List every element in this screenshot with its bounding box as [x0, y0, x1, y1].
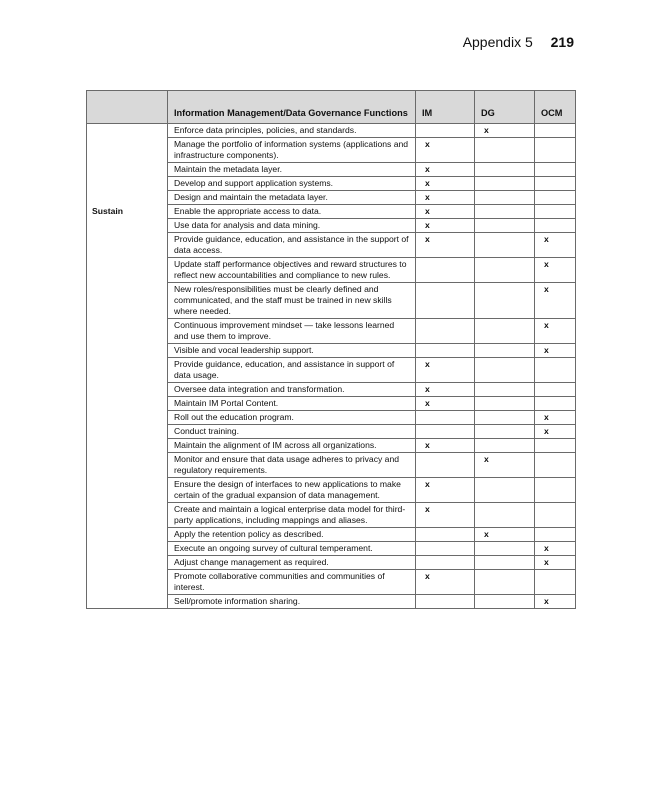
col-header-ocm: OCM — [535, 91, 576, 124]
table-row — [87, 528, 576, 542]
ocm-cell — [535, 124, 576, 138]
im-cell — [416, 542, 475, 556]
dg-cell — [475, 595, 535, 609]
col-header-function: Information Management/Data Governance Functions — [168, 91, 416, 124]
im-cell: x — [416, 219, 475, 233]
function-cell: Sell/promote information sharing. — [168, 595, 416, 609]
phase-cell: Sustain — [87, 205, 168, 219]
ocm-cell: x — [535, 595, 576, 609]
im-cell — [416, 124, 475, 138]
dg-cell — [475, 570, 535, 595]
im-cell — [416, 319, 475, 344]
im-cell: x — [416, 478, 475, 503]
phase-cell — [87, 163, 168, 177]
table-row — [87, 478, 576, 503]
phase-cell — [87, 344, 168, 358]
dg-cell — [475, 542, 535, 556]
ocm-cell — [535, 163, 576, 177]
table-row — [87, 138, 576, 163]
ocm-cell: x — [535, 556, 576, 570]
function-cell: Continuous improvement mindset — take lessons learned and use them to improve. — [168, 319, 416, 344]
dg-cell — [475, 439, 535, 453]
table-row — [87, 233, 576, 258]
page-number: 219 — [550, 34, 574, 50]
function-cell: New roles/responsibilities must be clearly defined and communicated, and the staff must be trained in new skills where needed. — [168, 283, 416, 319]
ocm-cell: x — [535, 233, 576, 258]
phase-cell — [87, 191, 168, 205]
function-cell: Develop and support application systems. — [168, 177, 416, 191]
im-cell: x — [416, 570, 475, 595]
dg-cell: x — [475, 124, 535, 138]
col-header-dg: DG — [475, 91, 535, 124]
ocm-cell — [535, 205, 576, 219]
phase-cell — [87, 233, 168, 258]
table-row — [87, 383, 576, 397]
function-cell: Maintain IM Portal Content. — [168, 397, 416, 411]
function-cell: Ensure the design of interfaces to new applications to make certain of the gradual expansion of data management. — [168, 478, 416, 503]
phase-cell — [87, 439, 168, 453]
function-cell: Promote collaborative communities and communities of interest. — [168, 570, 416, 595]
col-header-im: IM — [416, 91, 475, 124]
ocm-cell — [535, 439, 576, 453]
ocm-cell — [535, 219, 576, 233]
phase-cell — [87, 177, 168, 191]
im-cell — [416, 344, 475, 358]
table-row — [87, 453, 576, 478]
table-header — [87, 91, 576, 124]
dg-cell — [475, 163, 535, 177]
table-row — [87, 163, 576, 177]
function-cell: Enable the appropriate access to data. — [168, 205, 416, 219]
im-cell: x — [416, 163, 475, 177]
function-cell: Create and maintain a logical enterprise data model for third-party applications, including mappings and aliases. — [168, 503, 416, 528]
dg-cell — [475, 138, 535, 163]
dg-cell — [475, 425, 535, 439]
function-cell: Monitor and ensure that data usage adheres to privacy and regulatory requirements. — [168, 453, 416, 478]
ocm-cell — [535, 570, 576, 595]
ocm-cell — [535, 503, 576, 528]
dg-cell — [475, 258, 535, 283]
dg-cell — [475, 556, 535, 570]
table-row — [87, 205, 576, 219]
im-cell: x — [416, 205, 475, 219]
table-row — [87, 411, 576, 425]
ocm-cell — [535, 177, 576, 191]
functions-table — [86, 90, 576, 609]
im-cell — [416, 528, 475, 542]
ocm-cell: x — [535, 425, 576, 439]
ocm-cell: x — [535, 283, 576, 319]
table-row — [87, 425, 576, 439]
dg-cell — [475, 283, 535, 319]
ocm-cell: x — [535, 319, 576, 344]
im-cell: x — [416, 439, 475, 453]
phase-cell — [87, 595, 168, 609]
table-row — [87, 556, 576, 570]
phase-cell — [87, 503, 168, 528]
im-cell — [416, 411, 475, 425]
function-cell: Execute an ongoing survey of cultural temperament. — [168, 542, 416, 556]
im-cell: x — [416, 383, 475, 397]
dg-cell — [475, 503, 535, 528]
function-cell: Maintain the metadata layer. — [168, 163, 416, 177]
phase-cell — [87, 556, 168, 570]
table-row — [87, 124, 576, 138]
im-cell: x — [416, 177, 475, 191]
table-row — [87, 503, 576, 528]
function-cell: Conduct training. — [168, 425, 416, 439]
phase-cell — [87, 542, 168, 556]
ocm-cell: x — [535, 542, 576, 556]
im-cell: x — [416, 191, 475, 205]
phase-cell — [87, 397, 168, 411]
dg-cell: x — [475, 528, 535, 542]
function-cell: Enforce data principles, policies, and standards. — [168, 124, 416, 138]
im-cell: x — [416, 233, 475, 258]
function-cell: Adjust change management as required. — [168, 556, 416, 570]
table-row — [87, 439, 576, 453]
table-row — [87, 595, 576, 609]
dg-cell — [475, 191, 535, 205]
ocm-cell: x — [535, 258, 576, 283]
ocm-cell — [535, 528, 576, 542]
table-row — [87, 177, 576, 191]
function-cell: Apply the retention policy as described. — [168, 528, 416, 542]
dg-cell — [475, 383, 535, 397]
dg-cell — [475, 233, 535, 258]
dg-cell — [475, 358, 535, 383]
function-cell: Use data for analysis and data mining. — [168, 219, 416, 233]
im-cell: x — [416, 138, 475, 163]
page-header — [463, 34, 574, 50]
phase-cell — [87, 258, 168, 283]
phase-cell — [87, 219, 168, 233]
function-cell: Update staff performance objectives and reward structures to reflect new accountabilities and compliance to new rules. — [168, 258, 416, 283]
phase-cell — [87, 478, 168, 503]
dg-cell — [475, 344, 535, 358]
function-cell: Oversee data integration and transformation. — [168, 383, 416, 397]
im-cell: x — [416, 397, 475, 411]
phase-cell — [87, 319, 168, 344]
im-cell: x — [416, 358, 475, 383]
table-row — [87, 258, 576, 283]
phase-cell — [87, 411, 168, 425]
ocm-cell — [535, 453, 576, 478]
phase-cell — [87, 383, 168, 397]
dg-cell — [475, 319, 535, 344]
dg-cell — [475, 478, 535, 503]
dg-cell — [475, 397, 535, 411]
dg-cell — [475, 411, 535, 425]
appendix-label: Appendix 5 — [462, 34, 533, 50]
table-row — [87, 358, 576, 383]
col-header-phase — [87, 91, 168, 124]
table-row — [87, 191, 576, 205]
ocm-cell: x — [535, 344, 576, 358]
ocm-cell — [535, 383, 576, 397]
table-row — [87, 397, 576, 411]
function-cell: Provide guidance, education, and assistance in support of data usage. — [168, 358, 416, 383]
ocm-cell — [535, 397, 576, 411]
ocm-cell — [535, 138, 576, 163]
table-row — [87, 570, 576, 595]
phase-cell — [87, 453, 168, 478]
phase-cell — [87, 283, 168, 319]
function-cell: Design and maintain the metadata layer. — [168, 191, 416, 205]
ocm-cell — [535, 478, 576, 503]
table-row — [87, 219, 576, 233]
phase-cell — [87, 425, 168, 439]
function-cell: Maintain the alignment of IM across all organizations. — [168, 439, 416, 453]
im-cell: x — [416, 503, 475, 528]
phase-cell — [87, 138, 168, 163]
im-cell — [416, 453, 475, 478]
function-cell: Roll out the education program. — [168, 411, 416, 425]
table-row — [87, 283, 576, 319]
table-row — [87, 542, 576, 556]
ocm-cell: x — [535, 411, 576, 425]
table-row — [87, 344, 576, 358]
phase-cell — [87, 358, 168, 383]
function-cell: Provide guidance, education, and assistance in the support of data access. — [168, 233, 416, 258]
dg-cell: x — [475, 453, 535, 478]
phase-cell — [87, 570, 168, 595]
function-cell: Manage the portfolio of information systems (applications and infrastructure components). — [168, 138, 416, 163]
header-row — [87, 91, 576, 124]
im-cell — [416, 425, 475, 439]
table-body — [87, 124, 576, 609]
table-row — [87, 319, 576, 344]
dg-cell — [475, 205, 535, 219]
dg-cell — [475, 177, 535, 191]
ocm-cell — [535, 191, 576, 205]
im-cell — [416, 595, 475, 609]
im-cell — [416, 556, 475, 570]
im-cell — [416, 258, 475, 283]
phase-cell — [87, 124, 168, 138]
im-cell — [416, 283, 475, 319]
ocm-cell — [535, 358, 576, 383]
function-cell: Visible and vocal leadership support. — [168, 344, 416, 358]
phase-cell — [87, 528, 168, 542]
dg-cell — [475, 219, 535, 233]
